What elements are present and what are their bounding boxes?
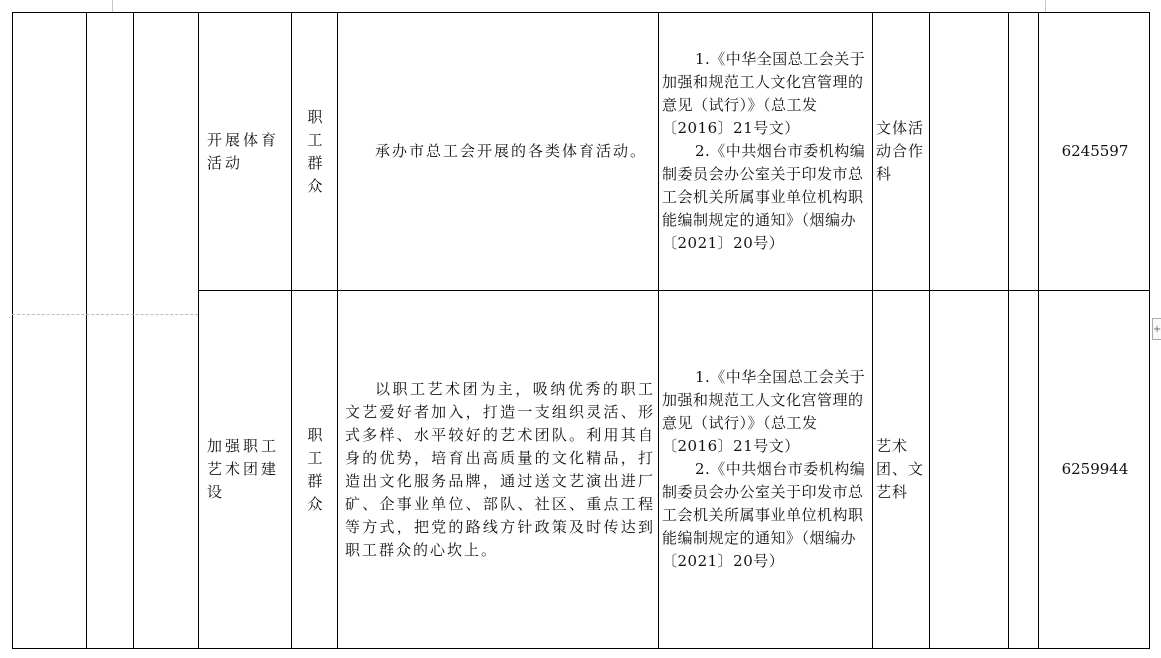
row-2-basis (662, 291, 870, 648)
row-2-target: 职工群众 (307, 425, 323, 513)
row-2-department: 艺术团、文艺科 (876, 437, 925, 501)
col-divider-1 (86, 12, 87, 649)
table-bottom-border (12, 648, 1150, 649)
table-left-border (12, 12, 13, 649)
row-2-basis-item-1: 1.《中华全国总工会关于加强和规范工人文化宫管理的意见（试行）》（总工发〔2016〕21号文） (662, 368, 866, 455)
col-divider-2 (133, 12, 134, 649)
add-row-tab[interactable] (1152, 318, 1161, 340)
row-1-description: 承办市总工会开展的各类体育活动。 (375, 142, 648, 160)
row-1-item-name: 开展体育活动 (207, 130, 280, 172)
row-1-basis (662, 13, 870, 290)
col-divider-desc (658, 12, 659, 649)
col-divider-empty-1 (1008, 12, 1009, 649)
col-divider-target (337, 12, 338, 649)
row-1-target: 职工群众 (307, 107, 323, 195)
col-divider-3 (198, 12, 199, 649)
page-guide-right (1045, 0, 1046, 12)
col-divider-empty-2 (1038, 12, 1039, 649)
row-2-item-name: 加强职工艺术团建设 (207, 437, 280, 501)
row-2-phone: 6259944 (1061, 460, 1129, 478)
page-guide-left (112, 0, 113, 12)
row-2-description: 以职工艺术团为主，吸纳优秀的职工文艺爱好者加入，打造一支组织灵活、形式多样、水平较好的艺术团队。利用其自身的优势，培育出高质量的文化精品，打造出文化服务品牌，通过送文艺演出进厂矿、企事业单位、部队、社区、重点工程等方式，把党的路线方针政策及时传达到职工群众的心坎上。 (345, 379, 655, 559)
row-1-phone: 6245597 (1061, 142, 1129, 160)
row-divider-dashed (12, 314, 198, 315)
col-divider-dept (929, 12, 930, 649)
col-divider-basis (872, 12, 873, 649)
col-divider-name (291, 12, 292, 649)
plus-icon: + (1152, 323, 1161, 335)
row-1-basis-item-1: 1.《中华全国总工会关于加强和规范工人文化宫管理的意见（试行）》（总工发〔2016〕21号文） (662, 50, 866, 137)
row-1-department: 文体活动合作科 (876, 119, 925, 183)
row-1-basis-item-2: 2.《中共烟台市委机构编制委员会办公室关于印发市总工会机关所属事业单位机构职能编制规定的通知》（烟编办〔2021〕20号） (662, 142, 866, 252)
row-2-basis-item-2: 2.《中共烟台市委机构编制委员会办公室关于印发市总工会机关所属事业单位机构职能编制规定的通知》（烟编办〔2021〕20号） (662, 460, 866, 570)
